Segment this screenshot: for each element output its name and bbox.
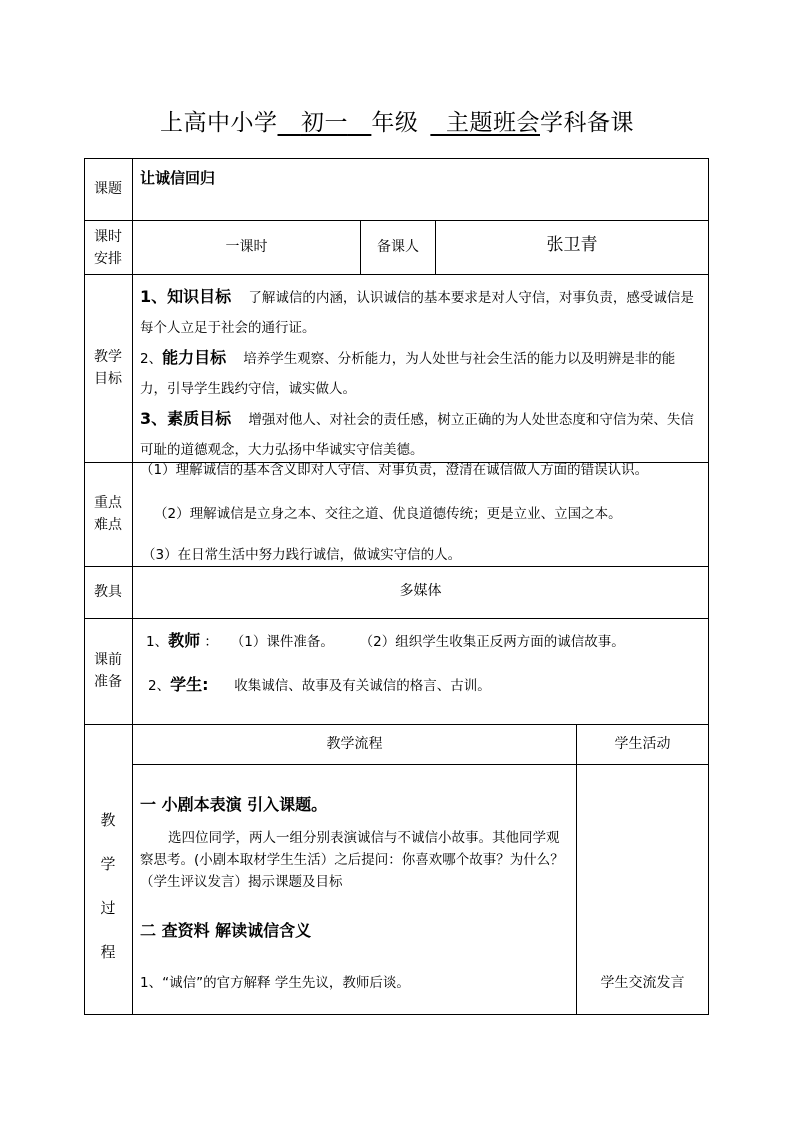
row-divider	[84, 618, 708, 619]
topic-label: 课题	[94, 181, 122, 197]
tools-label: 教具	[94, 584, 122, 600]
section2-text: 1、“诚信”的官方解释 学生先议，教师后谈。	[140, 975, 410, 991]
row-divider	[132, 764, 708, 765]
preparer-label: 备课人	[377, 239, 419, 255]
row-divider	[84, 724, 708, 725]
preparation-label: 课前 准备	[94, 652, 122, 690]
table-border-bottom	[84, 1014, 709, 1015]
table-border-top	[84, 158, 708, 159]
objectives-content	[140, 282, 702, 465]
page-title	[0, 104, 794, 137]
key-points-label: 重点 难点	[94, 495, 122, 533]
section1-title: 一 小剧本表演 引入课题。	[140, 795, 328, 814]
row-divider	[84, 566, 708, 567]
preparation-teacher: 1、教师 ： （1）课件准备。 （2）组织学生收集正反两方面的诚信故事。	[146, 631, 625, 650]
row-divider	[84, 220, 708, 221]
schedule-hours: 一课时	[225, 239, 268, 255]
activity-column-divider	[576, 724, 577, 1014]
topic-value: 让诚信回归	[140, 169, 216, 187]
title-grade-suffix: 年级	[371, 110, 419, 136]
key-point-1: （1）理解诚信的基本含义即对人守信、对事负责，澄清在诚信做人方面的错误认识。	[140, 462, 649, 478]
col-header-flow: 教学流程	[326, 736, 383, 752]
col-header-activity: 学生活动	[614, 736, 671, 752]
title-school: 上高中小学	[160, 110, 278, 136]
objective-item: 3、素质目标 增强对他人、对社会的责任感，树立正确的为人处世态度和守信为荣、失信可耻的道德观念，大力弘扬中华诚实守信美德。	[140, 409, 694, 458]
title-subject: 主题班会	[446, 110, 540, 136]
preparation-student: 2、学生: 收集诚信、故事及有关诚信的格言、古训。	[148, 675, 491, 694]
objectives-label: 教学 目标	[94, 349, 122, 387]
process-label: 教 学 过 程	[100, 811, 116, 961]
key-point-3: （3）在日常生活中努力践行诚信，做诚实守信的人。	[142, 547, 462, 563]
title-grade: 初一	[300, 110, 348, 136]
activity-text: 学生交流发言	[600, 975, 685, 991]
objective-item: 2、能力目标 培养学生观察、分析能力，为人处世与社会生活的能力以及明辨是非的能力，引导学生践约守信，诚实做人。	[140, 348, 676, 397]
section2-title: 二 查资料 解读诚信含义	[140, 921, 312, 940]
key-point-2: （2）理解诚信是立身之本、交往之道、优良道德传统；更是立业、立国之本。	[154, 506, 622, 522]
lesson-plan-table	[84, 158, 708, 1014]
tools-value: 多媒体	[399, 583, 442, 599]
preparer-name: 张卫青	[546, 235, 598, 255]
section1-text: 选四位同学，两人一组分别表演诚信与不诚信小故事。其他同学观察思考。(小剧本取材学生生活）之后提问：你喜欢哪个故事？为什么？（学生评议发言）揭示课题及目标	[140, 830, 564, 890]
table-border-right	[708, 158, 709, 1014]
objective-item: 1、知识目标 了解诚信的内涵，认识诚信的基本要求是对人守信，对事负责，感受诚信是每个人立足于社会的通行证。	[140, 287, 694, 336]
title-subject-suffix: 学科备课	[540, 110, 634, 136]
row-divider	[84, 274, 708, 275]
schedule-label: 课时 安排	[94, 229, 122, 267]
